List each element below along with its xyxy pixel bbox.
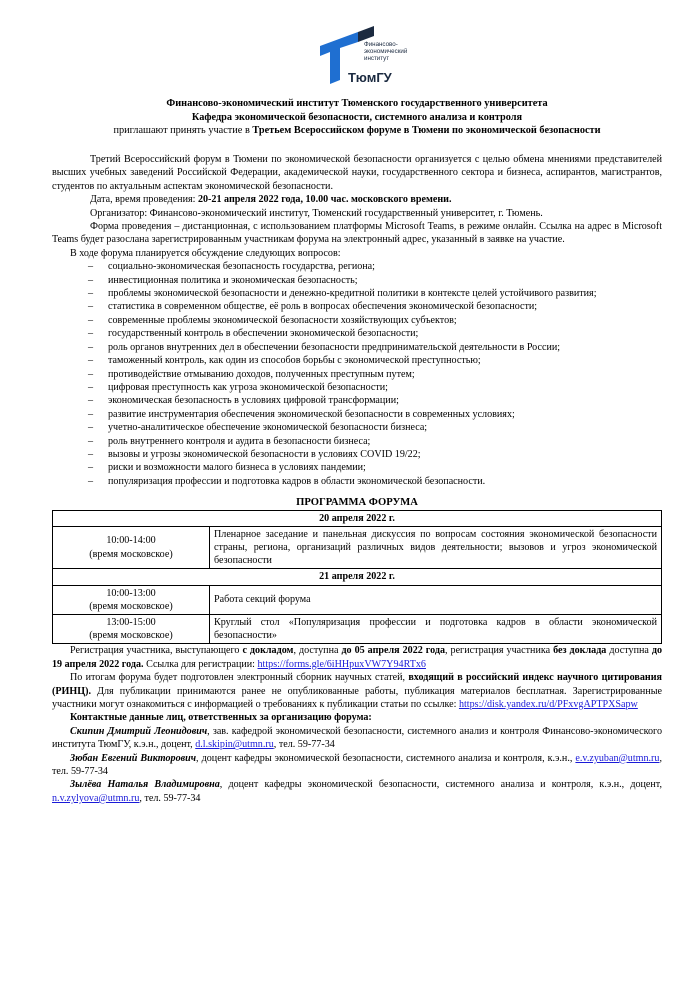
intro-paragraph: Третий Всероссийский форум в Тюмени по экономической безопасности организуется с целью обмена мнениями представителей высших учебных заведений Российской Федерации, академической науки, государственного сектора и бизнеса, аспирантов, магистрантов, студентов по актуальным аспектам экономической безопасности. — [52, 154, 662, 192]
topic-text: экономическая безопасность в условиях цифровой трансформации; — [108, 395, 399, 407]
organizer-paragraph: Организатор: Финансово-экономический институт, Тюменский государственный университет, г. Тюмень. — [90, 207, 543, 219]
dash-bullet-icon: – — [88, 288, 94, 300]
list-item — [52, 448, 662, 461]
program-desc: Пленарное заседание и панельная дискуссия по вопросам состояния экономической безопасности страны, региона, организаций различных видов деятельности; вызовов и угроз экономической безопасности — [210, 526, 662, 569]
topic-text: популяризация профессии и подготовка кадров в области экономической безопасности. — [108, 475, 486, 487]
program-day-2: 21 апреля 2022 г. — [53, 569, 662, 585]
publication-link[interactable]: https://disk.yandex.ru/d/PFxvgAPTPXSapw — [458, 699, 638, 711]
program-time: 10:00-14:00 (время московское) — [53, 526, 210, 569]
topic-text: цифровая преступность как угроза экономической безопасности; — [108, 381, 388, 393]
dash-bullet-icon: – — [88, 422, 94, 434]
university-logo — [318, 22, 418, 92]
dash-bullet-icon: – — [88, 408, 94, 420]
topic-text: государственный контроль в обеспечении экономической безопасности; — [108, 328, 419, 340]
topic-text: риски и возможности малого бизнеса в условиях пандемии; — [108, 462, 366, 474]
publication-paragraph: По итогам форума будет подготовлен электронный сборник научных статей, входящий в российский индекс научного цитирования (РИНЦ). Для публикации принимаются ранее не опубликованные работы, публикация материалов бесплатная. Зарегистрированные участники могут ознакомиться с информацией о требованиях к публикации статьи по ссылке: https://disk.yandex.ru/d/PFxvgAPTPXSapw — [52, 672, 662, 711]
list-item — [52, 300, 662, 313]
contact-email[interactable]: e.v.zyuban@utmn.ru — [575, 752, 660, 764]
list-item — [52, 354, 662, 367]
contacts-title: Контактные данные лиц, ответственных за организацию форума: — [70, 712, 372, 724]
format-paragraph: Форма проведения – дистанционная, с использованием платформы Microsoft Teams, в режиме онлайн. Ссылка на адрес в Microsoft Teams будет разослана зарегистрированным участникам форума на электронный адрес, указанный в заявке на участие. — [52, 221, 662, 246]
document-body — [52, 153, 662, 805]
list-item — [52, 421, 662, 434]
list-item — [52, 341, 662, 354]
contact-email[interactable]: n.v.zylyova@utmn.ru — [52, 792, 140, 804]
dash-bullet-icon: – — [88, 274, 94, 286]
dash-bullet-icon: – — [88, 261, 94, 273]
topic-text: статистика в современном обществе, её роль в вопросах обеспечения экономической безопасности; — [108, 301, 538, 313]
topic-text: развитие инструментария обеспечения экономической безопасности в современных условиях; — [108, 408, 515, 420]
topic-text: вызовы и угрозы экономической безопасности в условиях COVID 19/22; — [108, 448, 421, 460]
dash-bullet-icon: – — [88, 448, 94, 460]
table-row — [53, 526, 662, 569]
dash-bullet-icon: – — [88, 328, 94, 340]
program-day-1: 20 апреля 2022 г. — [53, 510, 662, 526]
list-item — [52, 327, 662, 340]
dash-bullet-icon: – — [88, 395, 94, 407]
contact-person: Зылёва Наталья Владимировна, доцент кафедры экономической безопасности, системного анализа и контроля, к.э.н., доцент, n.v.zylyova@utmn.ru, тел. 59-77-34 — [52, 779, 662, 804]
list-item — [52, 381, 662, 394]
header-institute: Финансово-экономический институт Тюменского государственного университета — [166, 98, 548, 109]
program-time: 10:00-13:00 (время московское) — [53, 585, 210, 614]
list-item — [52, 368, 662, 381]
header-invitation: приглашают принять участие в Третьем Всероссийском форуме в Тюмени по экономической безопасности — [113, 125, 601, 136]
topic-text: современные проблемы экономической безопасности хозяйствующих субъектов; — [108, 314, 457, 326]
dash-bullet-icon: – — [88, 301, 94, 313]
topics-list — [52, 260, 662, 488]
list-item — [52, 274, 662, 287]
contact-person: Скипин Дмитрий Леонидович, зав. кафедрой экономической безопасности, системного анализ и контроля Финансово-экономического института ТюмГУ, к.э.н., доцент, d.l.skipin@utmn.ru, тел. 59-77-34 — [52, 725, 662, 751]
program-time: 13:00-15:00 (время московское) — [53, 614, 210, 643]
dash-bullet-icon: – — [88, 355, 94, 367]
list-item — [52, 287, 662, 300]
program-table — [52, 510, 662, 645]
list-item — [52, 394, 662, 407]
dash-bullet-icon: – — [88, 314, 94, 326]
topic-text: учетно-аналитическое обеспечение экономической безопасности бизнеса; — [108, 422, 428, 434]
header-department: Кафедра экономической безопасности, системного анализа и контроля — [191, 111, 523, 123]
list-item — [52, 260, 662, 273]
topic-text: инвестиционная политика и экономическая безопасность; — [108, 274, 358, 286]
topic-text: роль органов внутренних дел в обеспечении безопасности предпринимательской деятельности в России; — [108, 341, 561, 353]
logo-text-1: Финансово- — [364, 41, 398, 48]
topic-text: социально-экономическая безопасность государства, региона; — [108, 261, 375, 273]
program-desc: Работа секций форума — [210, 585, 662, 614]
contact-person: Зюбан Евгений Викторович, доцент кафедры экономической безопасности, системного анализа и контроля, к.э.н., e.v.zyuban@utmn.ru, тел. 59-77-34 — [52, 752, 662, 778]
program-desc: Круглый стол «Популяризация профессии и подготовка кадров в области экономической безопасности» — [210, 614, 662, 643]
registration-link[interactable]: https://forms.gle/6iHHpuxVW7Y94RTx6 — [257, 658, 426, 670]
dash-bullet-icon: – — [88, 475, 94, 487]
logo-text-2: экономический — [364, 48, 408, 55]
header — [52, 97, 662, 138]
topics-intro: В ходе форума планируется обсуждение следующих вопросов: — [70, 247, 341, 259]
dash-bullet-icon: – — [88, 435, 94, 447]
logo-brand: ТюмГУ — [348, 70, 392, 85]
list-item — [52, 408, 662, 421]
logo-text-3: институт — [364, 55, 390, 62]
dash-bullet-icon: – — [88, 381, 94, 393]
topic-text: противодействие отмыванию доходов, полученных преступным путем; — [108, 368, 415, 380]
table-row — [53, 614, 662, 643]
list-item — [52, 314, 662, 327]
list-item — [52, 475, 662, 488]
dash-bullet-icon: – — [88, 462, 94, 474]
topic-text: таможенный контроль, как один из способов борьбы с экономической преступностью; — [108, 355, 481, 367]
topic-text: роль внутреннего контроля и аудита в безопасности бизнеса; — [108, 435, 371, 447]
date-paragraph: Дата, время проведения: 20-21 апреля 2022 года, 10.00 час. московского времени. — [90, 194, 452, 206]
list-item — [52, 435, 662, 448]
registration-paragraph: Регистрация участника, выступающего с докладом, доступна до 05 апреля 2022 года, регистрация участника без доклада доступна до 19 апреля 2022 года. Ссылка для регистрации: https://forms.gle/6iHHpuxVW7Y94RTx6 — [52, 645, 662, 670]
table-row — [53, 585, 662, 614]
dash-bullet-icon: – — [88, 341, 94, 353]
list-item — [52, 461, 662, 474]
contact-email[interactable]: d.l.skipin@utmn.ru — [195, 739, 274, 751]
topic-text: проблемы экономической безопасности и денежно-кредитной политики в контексте целей устойчивого развития; — [108, 288, 597, 300]
program-title: ПРОГРАММА ФОРУМА — [296, 497, 418, 509]
dash-bullet-icon: – — [88, 368, 94, 380]
